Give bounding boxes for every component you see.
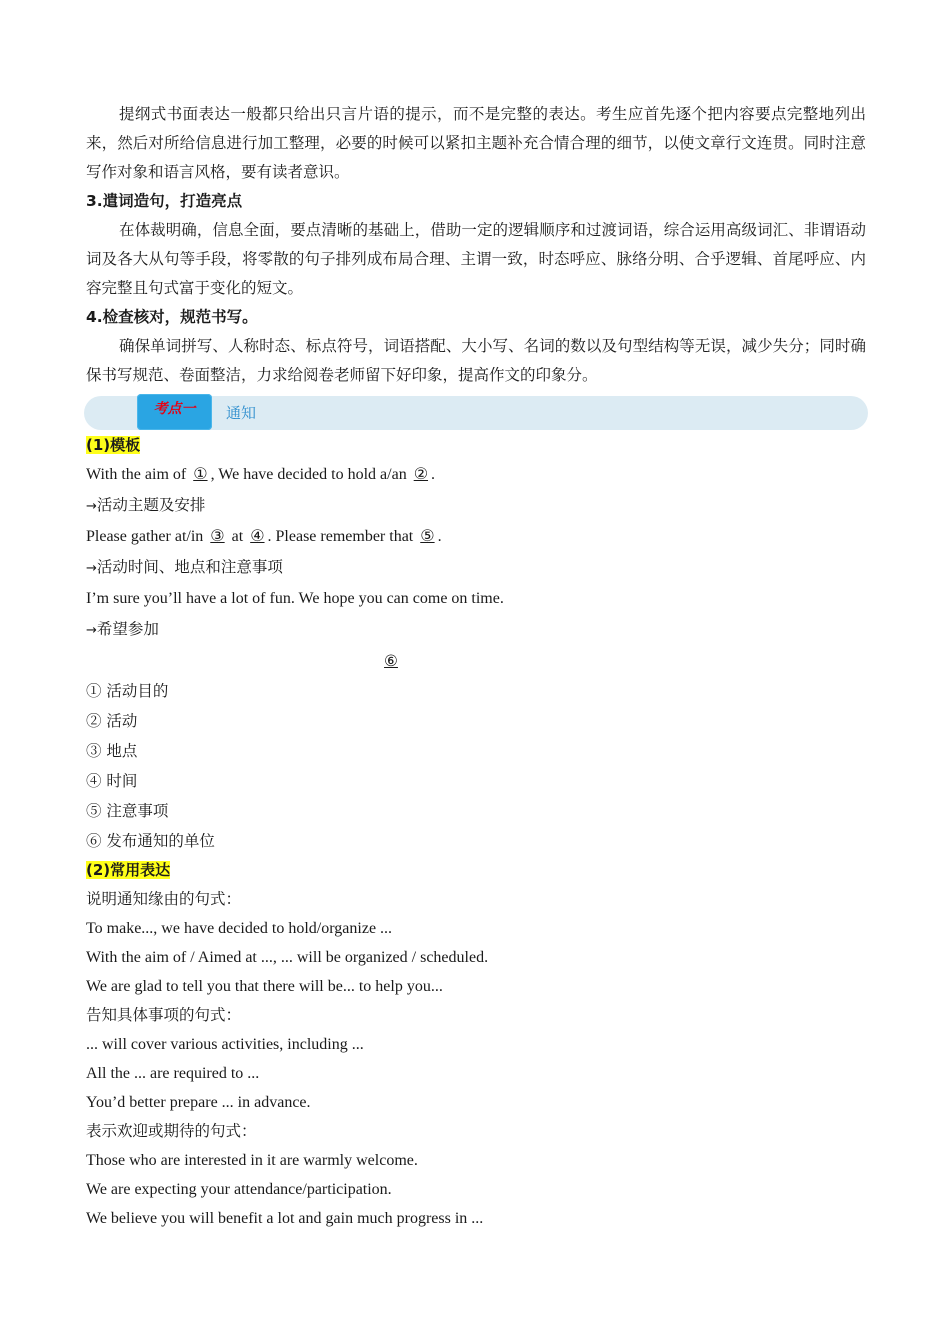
expression-item: To make..., we have decided to hold/organize ... (86, 920, 393, 937)
arrow-icon: → (86, 499, 97, 514)
expression-item: We are expecting your attendance/participation. (86, 1181, 392, 1198)
group-label: 告知具体事项的句式： (86, 1006, 242, 1024)
legend-item: ④ 时间 (86, 772, 138, 790)
expression-item: ... will cover various activities, including ... (86, 1036, 364, 1053)
arrow-icon: → (86, 561, 97, 576)
step3-paragraph: 在体裁明确，信息全面，要点清晰的基础上，借助一定的逻辑顺序和过渡词语，综合运用高级词汇、非谓语动词及各大从句等手段，将零散的句子排列成布局合理、主谓一致，时态呼应、脉络分明、合乎逻辑、首尾呼应、内容完整且句式富于变化的短文。 (86, 221, 866, 297)
intro-paragraph: 提纲式书面表达一般都只给出只言片语的提示，而不是完整的表达。考生应首先逐个把内容要点完整地列出来，然后对所给信息进行加工整理，必要的时候可以紧扣主题补充合情合理的细节，以使文章行文连贯。同时注意写作对象和语言风格，要有读者意识。 (86, 105, 866, 181)
group-label: 说明通知缘由的句式： (86, 890, 242, 908)
document-page (86, 100, 866, 1233)
expression-item: We believe you will benefit a lot and gain much progress in ... (86, 1210, 484, 1227)
template-text: With the aim of (86, 466, 191, 483)
section-title: 通知 (226, 404, 257, 422)
template-text: . (437, 528, 442, 545)
section-banner (84, 396, 868, 430)
expressions-heading-row (86, 856, 866, 885)
legend-item: ③ 地点 (86, 742, 138, 760)
legend-item: ① 活动目的 (86, 682, 169, 700)
expression-item: We are glad to tell you that there will be... to help you... (86, 978, 443, 995)
note-text: 希望参加 (96, 620, 159, 638)
expressions-heading: (2)常用表达 (86, 861, 171, 879)
group-label: 表示欢迎或期待的句式： (86, 1122, 257, 1140)
template-note-1 (86, 490, 866, 522)
blank-4: ④ (250, 528, 265, 545)
expression-item: With the aim of / Aimed at ..., ... will be organized / scheduled. (86, 949, 489, 966)
template-text: . Please remember that (267, 528, 418, 545)
blank-3: ③ (210, 528, 225, 545)
arrow-icon: → (86, 623, 97, 638)
expression-item: Those who are interested in it are warmly welcome. (86, 1152, 418, 1169)
template-text: . (431, 466, 436, 483)
legend-item: ② 活动 (86, 712, 138, 730)
blank-6: ⑥ (384, 652, 398, 670)
template-line-3: I’m sure you’ll have a lot of fun. We hope you can come on time. (86, 590, 504, 607)
template-note-3 (86, 614, 866, 646)
legend-item: ⑤ 注意事项 (86, 802, 169, 820)
template-line-1 (86, 460, 866, 490)
template-line-2 (86, 522, 866, 552)
step3-heading: 3.遣词造句，打造亮点 (86, 192, 243, 210)
template-text: at (227, 528, 248, 545)
blank-1: ① (193, 466, 208, 483)
blank-5: ⑤ (420, 528, 435, 545)
note-text: 活动主题及安排 (96, 496, 206, 514)
template-heading-row (86, 430, 866, 460)
step4-heading: 4.检查核对，规范书写。 (86, 308, 258, 326)
template-text: , We have decided to hold a/an (210, 466, 411, 483)
signature-row (86, 646, 866, 676)
blank-2: ② (413, 466, 429, 483)
template-heading: (1)模板 (86, 436, 141, 454)
expression-item: You’d better prepare ... in advance. (86, 1094, 311, 1111)
template-note-2 (86, 552, 866, 584)
section-badge: 考点一 (137, 394, 212, 430)
legend-item: ⑥ 发布通知的单位 (86, 832, 215, 850)
note-text: 活动时间、地点和注意事项 (96, 558, 283, 576)
step4-paragraph: 确保单词拼写、人称时态、标点符号，词语搭配、大小写、名词的数以及句型结构等无误，减少失分；同时确保书写规范、卷面整洁，力求给阅卷老师留下好印象，提高作文的印象分。 (86, 337, 866, 384)
expression-item: All the ... are required to ... (86, 1065, 260, 1082)
template-text: Please gather at/in (86, 528, 208, 545)
